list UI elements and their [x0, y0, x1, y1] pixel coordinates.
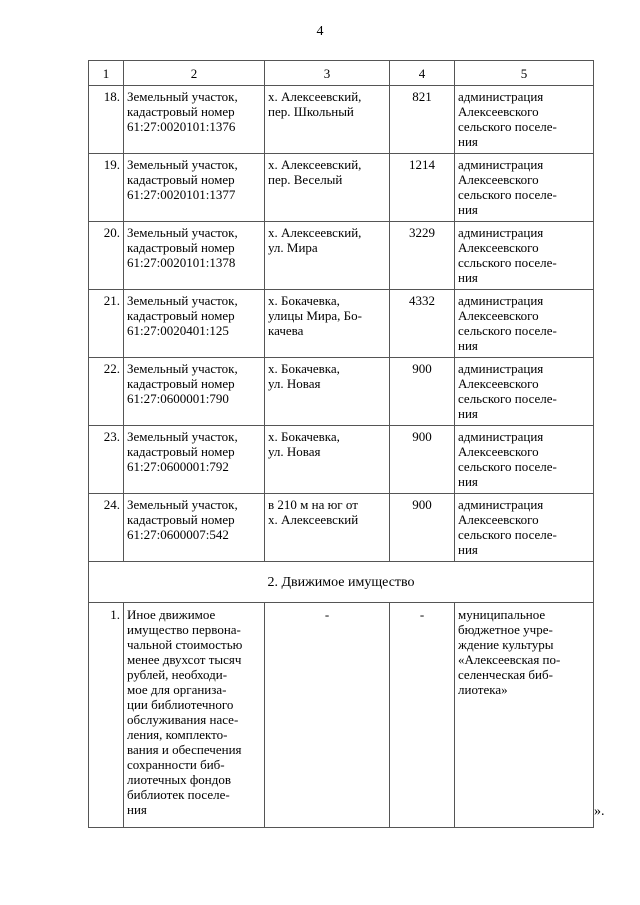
object-name-cell [124, 603, 265, 828]
area-cell: 1214 [390, 154, 455, 222]
column-number-row [89, 61, 594, 86]
address-cell-line: улицы Мира, Бо- [268, 308, 362, 323]
address-cell [265, 154, 390, 222]
owner-cell-line: Алексеевского [458, 104, 539, 119]
address-cell-line: х. Алексеевский, [268, 157, 362, 172]
address-cell-line: в 210 м на юг от [268, 497, 358, 512]
area-cell: - [390, 603, 455, 828]
area-cell: 4332 [390, 290, 455, 358]
row-number-cell: 23. [89, 426, 124, 494]
section-heading-row [89, 562, 594, 603]
column-header-5: 5 [455, 61, 594, 86]
object-name-cell-line: ления, комплекто- [127, 727, 228, 742]
object-name-cell [124, 154, 265, 222]
owner-cell-line: ния [458, 270, 478, 285]
owner-cell-line: муниципальное [458, 607, 546, 622]
address-cell-line: х. Алексеевский [268, 512, 359, 527]
owner-cell-line: «Алексеевская по- [458, 652, 561, 667]
object-name-cell-line: вания и обеспечения [127, 742, 242, 757]
object-name-cell [124, 222, 265, 290]
row-number-cell: 20. [89, 222, 124, 290]
object-name-cell-line: кадастровый номер [127, 512, 235, 527]
object-name-cell [124, 86, 265, 154]
object-name-cell-line: кадастровый номер [127, 308, 235, 323]
object-name-cell-line: чальной стоимостью [127, 637, 243, 652]
table-row [89, 426, 594, 494]
object-name-cell-line: имущество первона- [127, 622, 241, 637]
column-header-2: 2 [124, 61, 265, 86]
object-name-cell-line: лиотечных фондов [127, 772, 232, 787]
property-registry-table [88, 60, 594, 828]
owner-cell-line: ния [458, 134, 478, 149]
table-row [89, 358, 594, 426]
row-number-cell: 18. [89, 86, 124, 154]
owner-cell [455, 154, 594, 222]
owner-cell-line: селенческая биб- [458, 667, 553, 682]
address-cell: - [265, 603, 390, 828]
owner-cell-line: сельского поселе- [458, 119, 557, 134]
object-name-cell-line: сохранности биб- [127, 757, 225, 772]
address-cell-line: пер. Веселый [268, 172, 343, 187]
object-name-cell-line: рублей, необходи- [127, 667, 228, 682]
closing-quote-mark: ». [594, 804, 605, 819]
owner-cell-line: Алексеевского [458, 444, 539, 459]
page-number: 4 [316, 24, 324, 39]
owner-cell-line: ния [458, 542, 478, 557]
owner-cell-line: Алексеевского [458, 512, 539, 527]
owner-cell-line: ния [458, 338, 478, 353]
owner-cell-line: администрация [458, 293, 544, 308]
object-name-cell-line: 61:27:0020101:1377 [127, 187, 236, 202]
address-cell-line: х. Бокачевка, [268, 361, 340, 376]
address-cell-line: ул. Новая [268, 444, 321, 459]
address-cell-line: х. Алексеевский, [268, 89, 362, 104]
object-name-cell-line: кадастровый номер [127, 376, 235, 391]
owner-cell-line: лиотека» [458, 682, 508, 697]
area-cell: 821 [390, 86, 455, 154]
address-cell [265, 426, 390, 494]
area-cell: 900 [390, 358, 455, 426]
object-name-cell [124, 290, 265, 358]
column-header-4: 4 [390, 61, 455, 86]
address-cell [265, 290, 390, 358]
owner-cell [455, 290, 594, 358]
address-cell-line: качева [268, 323, 304, 338]
table-row [89, 603, 594, 828]
row-number-cell: 1. [89, 603, 124, 828]
object-name-cell [124, 358, 265, 426]
table-row [89, 222, 594, 290]
address-cell-line: ул. Мира [268, 240, 318, 255]
address-cell-line: х. Бокачевка, [268, 293, 340, 308]
object-name-cell [124, 426, 265, 494]
object-name-cell-line: кадастровый номер [127, 240, 235, 255]
owner-cell-line: администрация [458, 429, 544, 444]
object-name-cell-line: мое для организа- [127, 682, 227, 697]
address-cell [265, 86, 390, 154]
table-row [89, 154, 594, 222]
owner-cell-line: ния [458, 202, 478, 217]
owner-cell [455, 86, 594, 154]
object-name-cell-line: кадастровый номер [127, 444, 235, 459]
owner-cell [455, 222, 594, 290]
object-name-cell-line: 61:27:0600001:790 [127, 391, 229, 406]
address-cell [265, 222, 390, 290]
table-row [89, 290, 594, 358]
area-cell: 3229 [390, 222, 455, 290]
object-name-cell-line: кадастровый номер [127, 104, 235, 119]
object-name-cell-line: 61:27:0020101:1376 [127, 119, 236, 134]
row-number-cell: 22. [89, 358, 124, 426]
object-name-cell-line: 61:27:0020101:1378 [127, 255, 236, 270]
owner-cell-line: администрация [458, 225, 544, 240]
owner-cell-line: Алексеевского [458, 240, 539, 255]
object-name-cell [124, 494, 265, 562]
address-cell-line: пер. Школьный [268, 104, 354, 119]
owner-cell [455, 426, 594, 494]
object-name-cell-line: Земельный участок, [127, 225, 238, 240]
address-cell [265, 494, 390, 562]
owner-cell [455, 494, 594, 562]
object-name-cell-line: 61:27:0600001:792 [127, 459, 229, 474]
area-cell: 900 [390, 426, 455, 494]
object-name-cell-line: Земельный участок, [127, 497, 238, 512]
column-header-3: 3 [265, 61, 390, 86]
owner-cell [455, 358, 594, 426]
owner-cell-line: администрация [458, 89, 544, 104]
owner-cell-line: Алексеевского [458, 308, 539, 323]
area-cell: 900 [390, 494, 455, 562]
object-name-cell-line: Земельный участок, [127, 429, 238, 444]
object-name-cell-line: 61:27:0020401:125 [127, 323, 229, 338]
owner-cell-line: сельского поселе- [458, 323, 557, 338]
owner-cell-line: сельского поселе- [458, 391, 557, 406]
object-name-cell-line: 61:27:0600007:542 [127, 527, 229, 542]
address-cell-line: ул. Новая [268, 376, 321, 391]
address-cell [265, 358, 390, 426]
object-name-cell-line: Земельный участок, [127, 361, 238, 376]
owner-cell-line: администрация [458, 497, 544, 512]
object-name-cell-line: ции библиотечного [127, 697, 234, 712]
object-name-cell-line: Земельный участок, [127, 89, 238, 104]
row-number-cell: 21. [89, 290, 124, 358]
owner-cell-line: ния [458, 474, 478, 489]
owner-cell-line: бюджетное учре- [458, 622, 553, 637]
address-cell-line: х. Бокачевка, [268, 429, 340, 444]
owner-cell-line: ссльского поселе- [458, 255, 557, 270]
object-name-cell-line: менее двухсот тысяч [127, 652, 242, 667]
owner-cell-line: администрация [458, 361, 544, 376]
owner-cell-line: ждение культуры [458, 637, 554, 652]
section-title: 2. Движимое имущество [89, 562, 594, 603]
owner-cell-line: сельского поселе- [458, 187, 557, 202]
object-name-cell-line: Земельный участок, [127, 293, 238, 308]
owner-cell-line: Алексеевского [458, 172, 539, 187]
object-name-cell-line: кадастровый номер [127, 172, 235, 187]
column-header-1: 1 [89, 61, 124, 86]
row-number-cell: 24. [89, 494, 124, 562]
owner-cell [455, 603, 594, 828]
owner-cell-line: ния [458, 406, 478, 421]
owner-cell-line: сельского поселе- [458, 459, 557, 474]
object-name-cell-line: Иное движимое [127, 607, 216, 622]
owner-cell-line: администрация [458, 157, 544, 172]
row-number-cell: 19. [89, 154, 124, 222]
owner-cell-line: Алексеевского [458, 376, 539, 391]
object-name-cell-line: Земельный участок, [127, 157, 238, 172]
table-row [89, 494, 594, 562]
object-name-cell-line: ния [127, 802, 147, 817]
object-name-cell-line: библиотек поселе- [127, 787, 230, 802]
table-row [89, 86, 594, 154]
owner-cell-line: сельского поселе- [458, 527, 557, 542]
object-name-cell-line: обслуживания насе- [127, 712, 239, 727]
address-cell-line: х. Алексеевский, [268, 225, 362, 240]
